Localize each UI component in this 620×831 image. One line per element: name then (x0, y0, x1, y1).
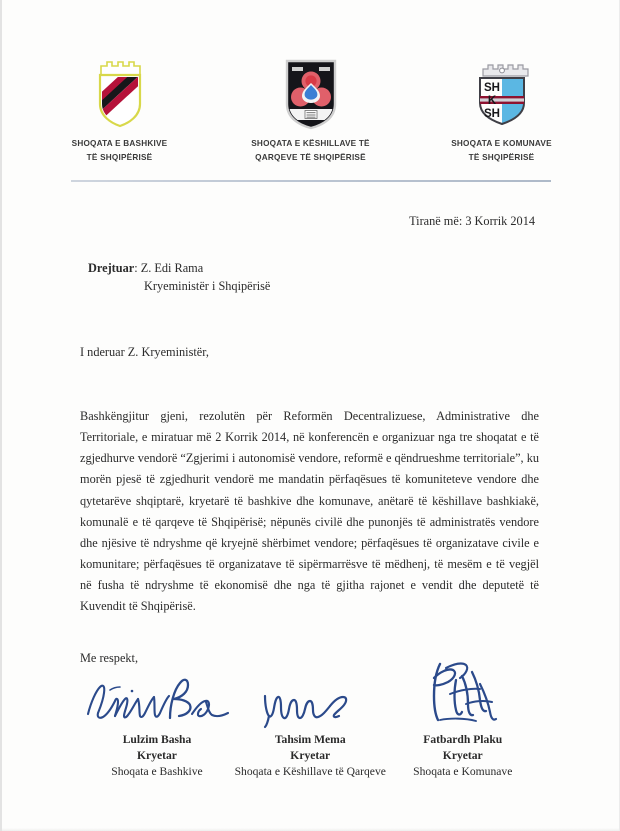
caption-line-2: TË SHQIPËRISË (86, 152, 153, 162)
addressee-block (80, 260, 539, 295)
signatory-name: Lulzim Basha (122, 733, 192, 747)
coat-of-arms-shield-blue-shksh-crown-icon (424, 56, 579, 130)
signature-block-fatbardh-plaku (389, 670, 537, 780)
caption-line-2: TË SHQIPËRISË (468, 152, 535, 162)
handwritten-signature-lulzim-basha-icon (82, 670, 232, 730)
letterhead-divider (71, 180, 551, 182)
letter-body (2, 214, 619, 781)
signatory-organization: Shoqata e Këshillave të Qarqeve (234, 765, 386, 779)
svg-text:K: K (487, 95, 496, 107)
letterhead-org-bashkive (42, 56, 197, 164)
addressee-role: Kryeministër i Shqipërisë (144, 278, 271, 293)
date-line: Tiranë më: 3 Korrik 2014 (409, 214, 535, 229)
handwritten-signature-tahsim-mema-icon (232, 670, 389, 730)
signatory-organization: Shoqata e Komunave (413, 765, 513, 779)
letterhead-caption-bashkive (42, 137, 197, 164)
addressee-name: : Z. Edi Rama (134, 261, 204, 276)
letterhead-caption-komunave (424, 137, 579, 164)
caption-line-1: SHOQATA E KËSHILLAVE TË (251, 139, 370, 148)
caption-line-1: SHOQATA E BASHKIVE (71, 139, 168, 148)
letterhead-caption-keshillave (233, 137, 388, 164)
signature-block-tahsim-mema (232, 670, 389, 780)
svg-text:SH: SH (483, 108, 500, 120)
signatory-name: Tahsim Mema (274, 733, 346, 747)
signatory-title: Kryetar (137, 749, 177, 763)
svg-text:SH: SH (483, 82, 500, 94)
signature-block-lulzim-basha (82, 670, 232, 780)
caption-line-1: SHOQATA E KOMUNAVE (451, 139, 552, 148)
closing-line: Me respekt, (80, 651, 139, 666)
signatory-title: Kryetar (290, 749, 331, 763)
letterhead-org-keshillave (233, 56, 388, 164)
signatory-organization: Shoqata e Bashkive (111, 765, 203, 779)
coat-of-arms-shield-black-red-blue-clover-icon (233, 56, 388, 130)
caption-line-2: QARQEVE TË SHQIPËRISË (255, 152, 366, 162)
signature-row (80, 670, 539, 780)
coat-of-arms-shield-yellow-red-black-icon (42, 56, 197, 130)
letterhead (2, 0, 619, 164)
handwritten-signature-fatbardh-plaku-icon (389, 670, 537, 730)
signatory-title: Kryetar (442, 749, 483, 763)
letter-paragraph: Bashkëngjitur gjeni, rezolutën për Reformën Decentralizuese, Administrative dhe Territoriale, e miratuar më 2 Korrik 2014, në konferencën e organizuar nga tre shoqatat e të zgjedhurve vendorë “Zgjerimi i autonomisë vendore, reformë e qëndrueshme territoriale”, ku morën pjesë të zgjedhurit vendorë me mandatin përfaqësues të komuniteteve vendore dhe qytetarëve shqiptarë, kryetarë të bashkive dhe komunave, anëtarë të këshillave bashkiakë, komunalë e të qarqeve të Shqipërisë; nëpunës civilë dhe punonjës të administratës vendore dhe njësive të ndryshme që kryejnë shërbimet vendore; përfaqësues të organizatave civile e komunitare; përfaqësues të organizatave të sipërmarrësve të mëdhenj, të mesëm e të vegjël në fusha të ndryshme të ekonomisë dhe nga të gjitha rajonet e vendit dhe deputetë të Kuvendit të Shqipërisë. (80, 408, 539, 614)
signatory-name: Fatbardh Plaku (423, 733, 503, 747)
letterhead-org-komunave (424, 56, 579, 164)
addressee-label: Drejtuar (88, 261, 135, 276)
salutation: I nderuar Z. Kryeministër, (80, 344, 209, 359)
